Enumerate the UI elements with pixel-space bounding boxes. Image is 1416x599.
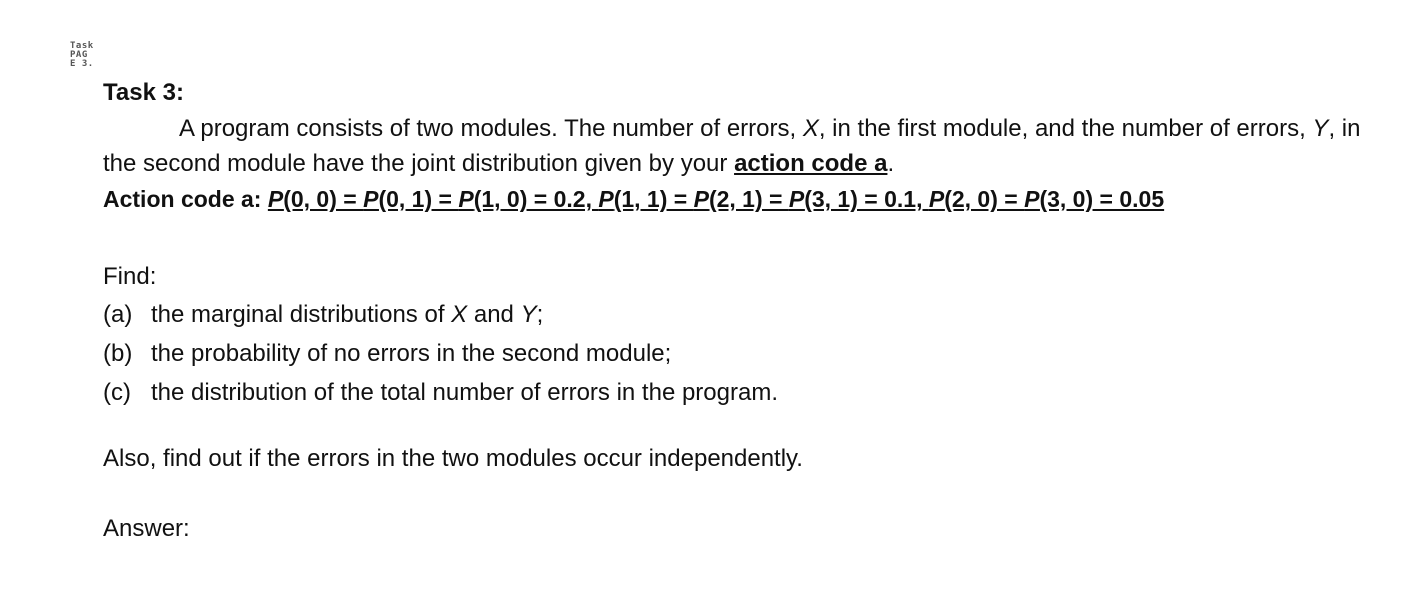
action-code-reference: action code a [734,150,888,177]
action-code-value: P(0, 0) = P(0, 1) = P(1, 0) = 0.2, P(1, 1) = P(2, 1) = P(3, 1) = 0.1, P(2, 0) = P(3, 0) = 0.05 [267,186,1165,212]
list-item [103,295,1383,334]
answer-label: Answer: [103,515,190,542]
item-label: (a) [103,301,133,328]
stamp-line: Task [70,41,94,51]
intro-text: , in the first module, and the number of errors, [818,115,1313,142]
item-text: the probability of no errors in the second module; [151,340,672,367]
independence-question: Also, find out if the errors in the two modules occur independently. [103,445,803,472]
item-label: (c) [103,379,131,406]
action-code-line [103,181,1383,217]
list-item [103,334,1383,373]
variable-x: X [802,115,819,142]
task-content [103,76,1383,547]
task-intro [103,111,1383,181]
intro-text: , in the second module have the joint distribution given by your [103,115,1361,177]
item-text: the distribution of the total number of errors in the program. [151,379,778,406]
list-item [103,373,1383,412]
intro-text: A program consists of two modules. The number of errors, [179,115,803,142]
find-heading: Find: [103,263,157,290]
stamp-line: E 3. [70,59,94,69]
item-label: (b) [103,340,133,367]
action-code-label: Action code a: [103,186,268,212]
header-stamp [70,42,94,69]
intro-end: . [887,150,895,177]
task-title: Task 3: [103,79,184,106]
stamp-line: PAG [70,50,88,60]
variable-y: Y [1312,115,1329,142]
item-text: the marginal distributions of X and Y; [151,301,544,328]
